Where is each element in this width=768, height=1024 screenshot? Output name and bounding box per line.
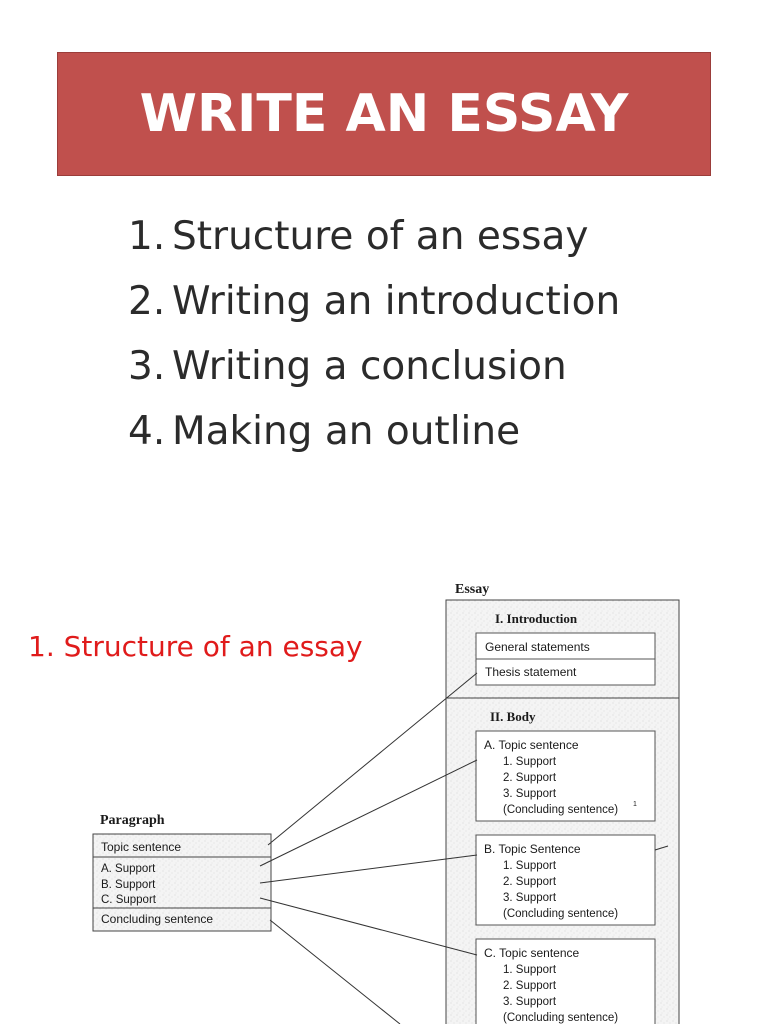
body-c-support-1: 1. Support [503,964,557,976]
body-b-support-1: 1. Support [503,860,557,872]
slide-title: WRITE AN ESSAY [139,84,629,144]
agenda-item-number: 4. [128,409,166,454]
body-a-topic: A. Topic sentence [484,738,579,752]
para-support-a: A. Support [101,863,156,875]
agenda-item-text: Structure of an essay [172,214,589,259]
body-c-support-3: 3. Support [503,996,557,1008]
agenda-item [128,338,620,403]
agenda-list [128,208,620,468]
section-heading: 1. Structure of an essay [28,630,363,663]
essay-structure-diagram [0,560,768,1024]
body-b-concluding: (Concluding sentence) [503,908,619,920]
body-a-support-1: 1. Support [503,756,557,768]
agenda-item-text: Making an outline [172,409,521,454]
body-c-support-2: 2. Support [503,980,557,992]
body-a-support-3: 3. Support [503,788,557,800]
connector-c-to-body-c [260,898,477,955]
body-a-footnote: 1 [633,801,637,808]
para-topic-sentence: Topic sentence [101,840,182,854]
agenda-item [128,273,620,338]
body-heading: II. Body [490,709,536,724]
body-c-concluding: (Concluding sentence) [503,1012,619,1024]
agenda-item-text: Writing an introduction [172,279,621,324]
essay-label: Essay [455,582,490,597]
intro-thesis-statement: Thesis statement [485,665,577,679]
body-b-topic: B. Topic Sentence [484,842,581,856]
agenda-item-number: 2. [128,279,166,324]
intro-heading: I. Introduction [495,611,578,626]
para-support-b: B. Support [101,879,156,891]
para-support-c: C. Support [101,894,156,906]
body-c-topic: C. Topic sentence [484,946,580,960]
title-banner [57,52,711,176]
body-a-concluding: (Concluding sentence) [503,804,619,816]
connector-concluding [270,920,400,1024]
body-b-support-3: 3. Support [503,892,557,904]
para-concluding-sentence: Concluding sentence [101,912,214,926]
intro-general-statements: General statements [485,640,590,654]
agenda-item-text: Writing a conclusion [172,344,567,389]
agenda-item [128,208,620,273]
connector-a-to-body-a [260,760,477,866]
body-b-support-2: 2. Support [503,876,557,888]
connector-b-to-body-b [260,855,477,883]
agenda-item-number: 3. [128,344,166,389]
paragraph-label: Paragraph [100,813,165,828]
agenda-item [128,403,620,468]
body-a-support-2: 2. Support [503,772,557,784]
agenda-item-number: 1. [128,214,166,259]
